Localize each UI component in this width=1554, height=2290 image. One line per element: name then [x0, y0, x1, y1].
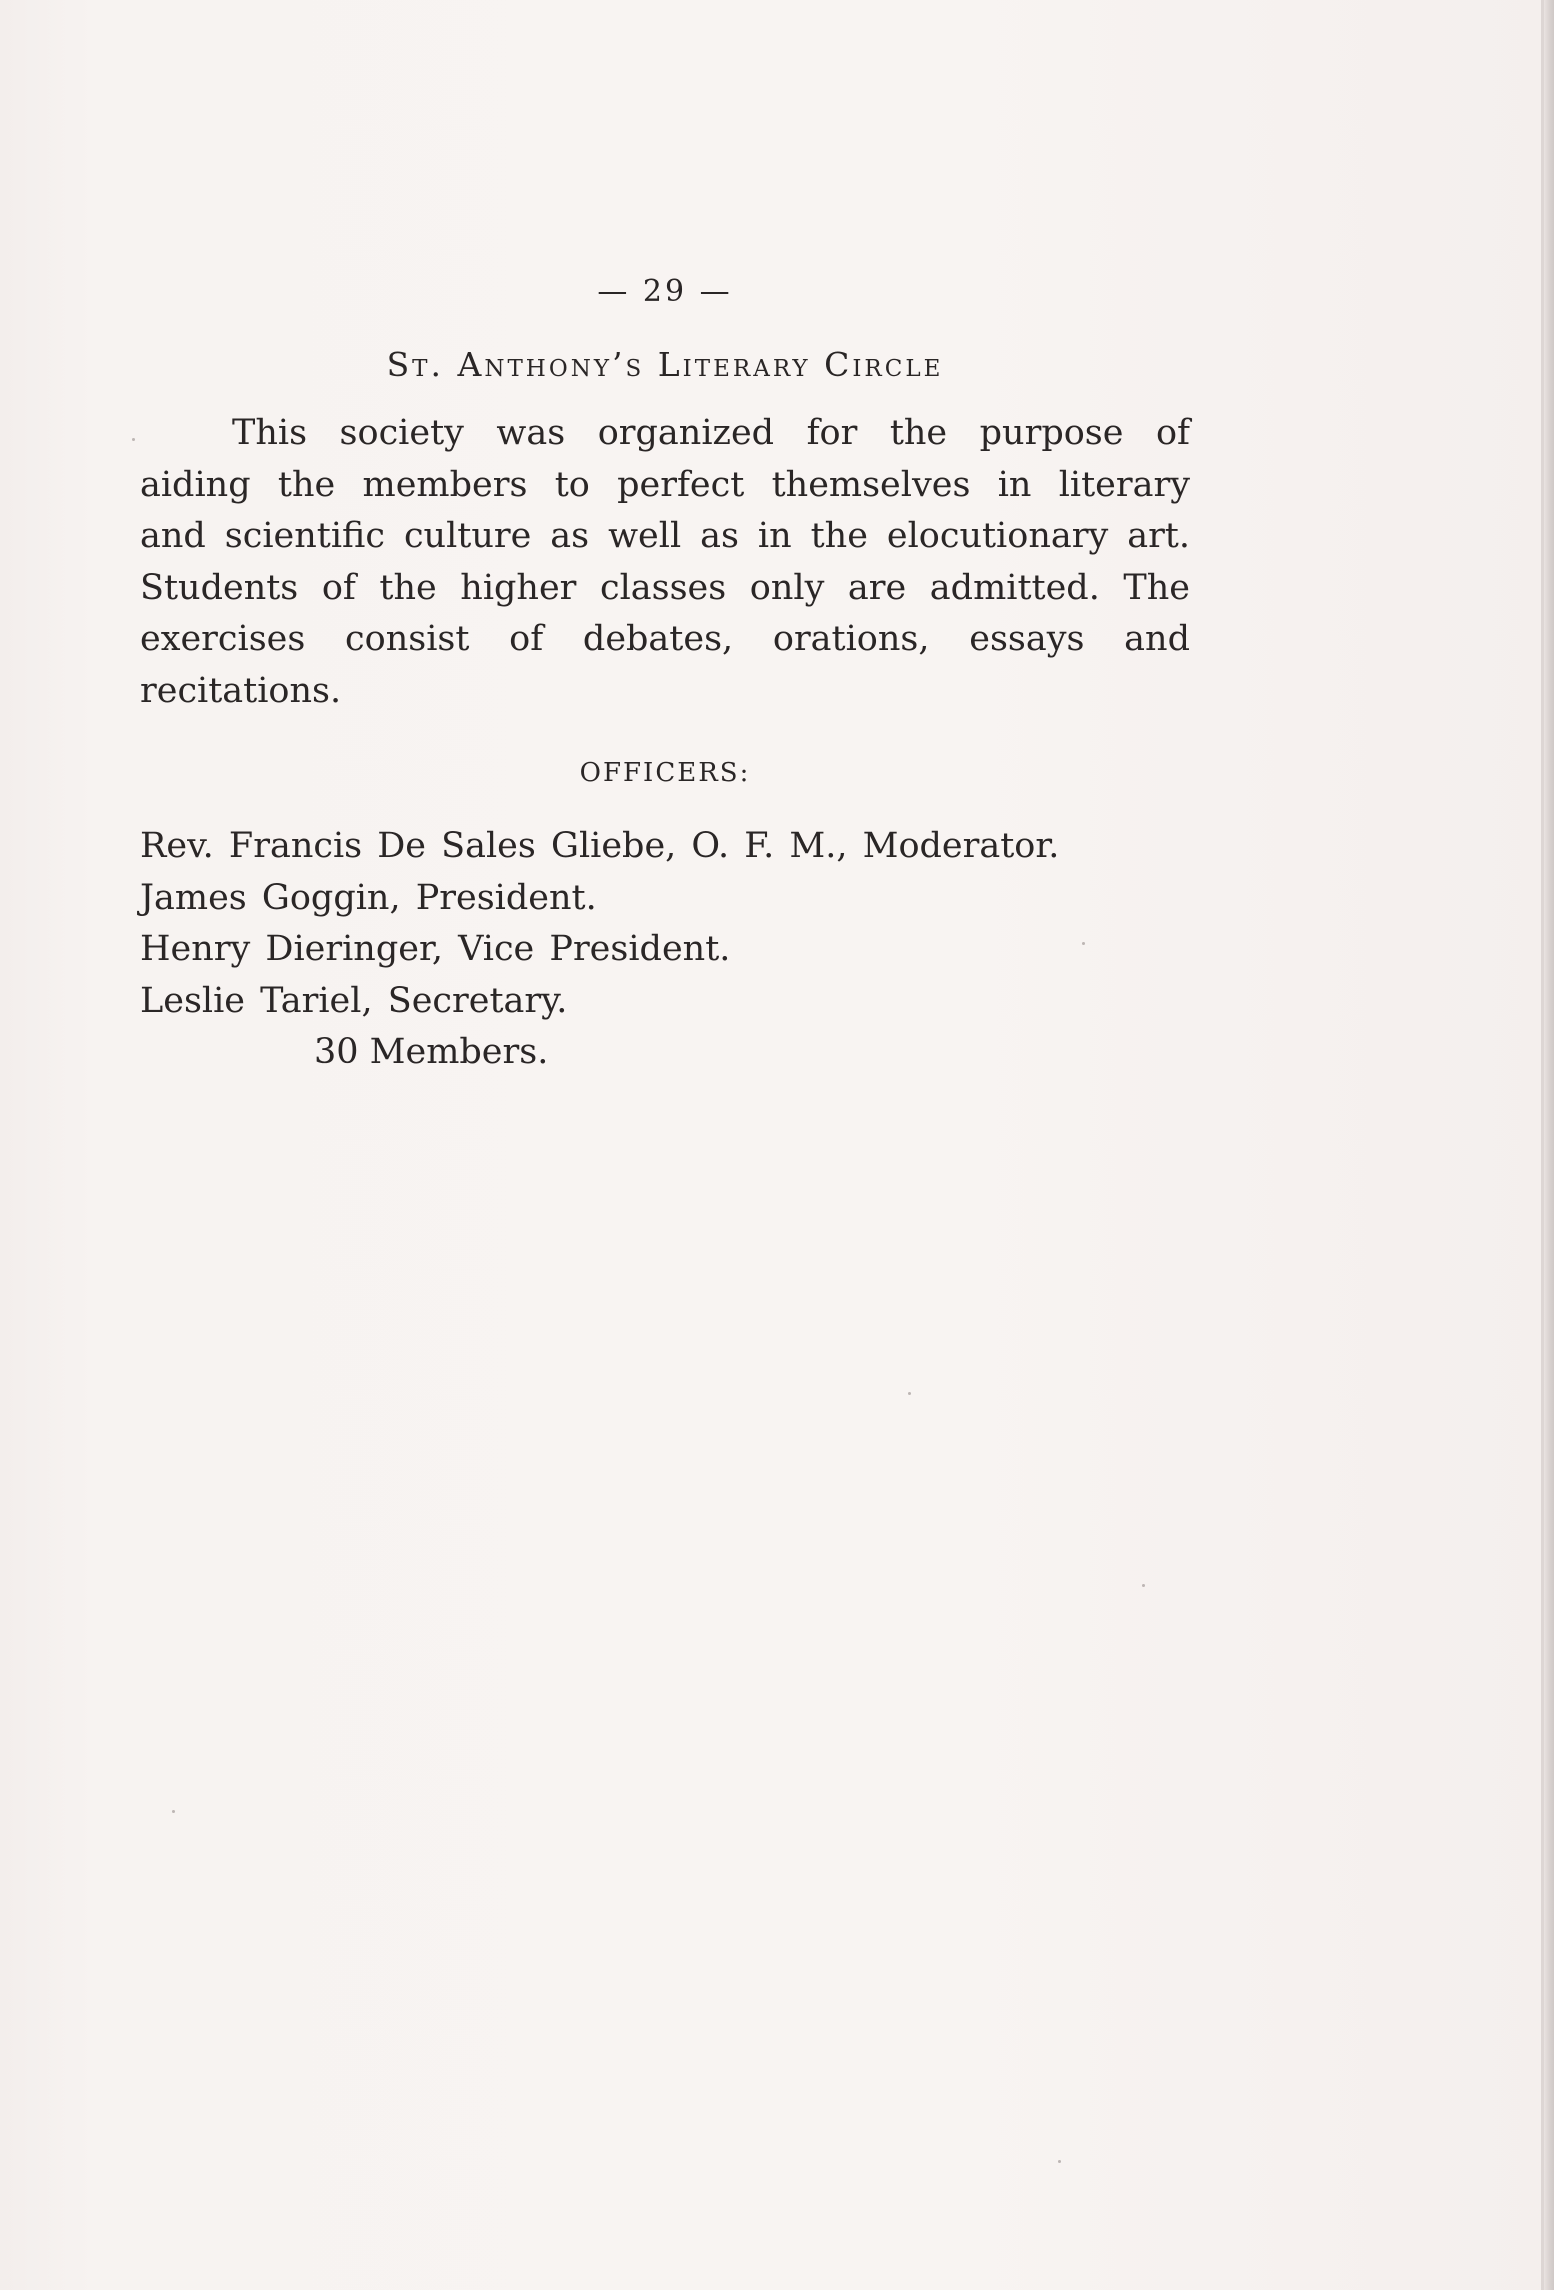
page-edge — [1544, 0, 1554, 2290]
section-heading: St. Anthony’s Literary Circle — [386, 345, 944, 384]
officer-moderator: Rev. Francis De Sales Gliebe, O. F. M., Moderator. — [140, 826, 1060, 866]
paper-speck — [908, 1392, 911, 1395]
paper-speck — [132, 438, 135, 441]
page-text — [140, 262, 1190, 1079]
society-description: This society was organized for the purpose of aiding the members to perfect themselves in literary and scientific culture as well as in the elocutionary art. Students of the higher classes only are admitted. The exercises consist of debates, orations, essays and recitations. — [140, 413, 1190, 711]
paper-speck — [1142, 1584, 1145, 1587]
members-count: 30 Members. — [314, 1032, 549, 1072]
officer-vice-president: Henry Dieringer, Vice President. — [140, 929, 731, 969]
paper-speck — [172, 1810, 175, 1813]
page-number: — 29 — — [597, 274, 733, 309]
officer-president: James Goggin, President. — [140, 877, 597, 918]
officers-title: OFFICERS: — [579, 758, 751, 788]
officers-list — [140, 821, 1190, 1027]
paper-speck — [1058, 2160, 1061, 2163]
officer-secretary: Leslie Tariel, Secretary. — [140, 980, 568, 1021]
